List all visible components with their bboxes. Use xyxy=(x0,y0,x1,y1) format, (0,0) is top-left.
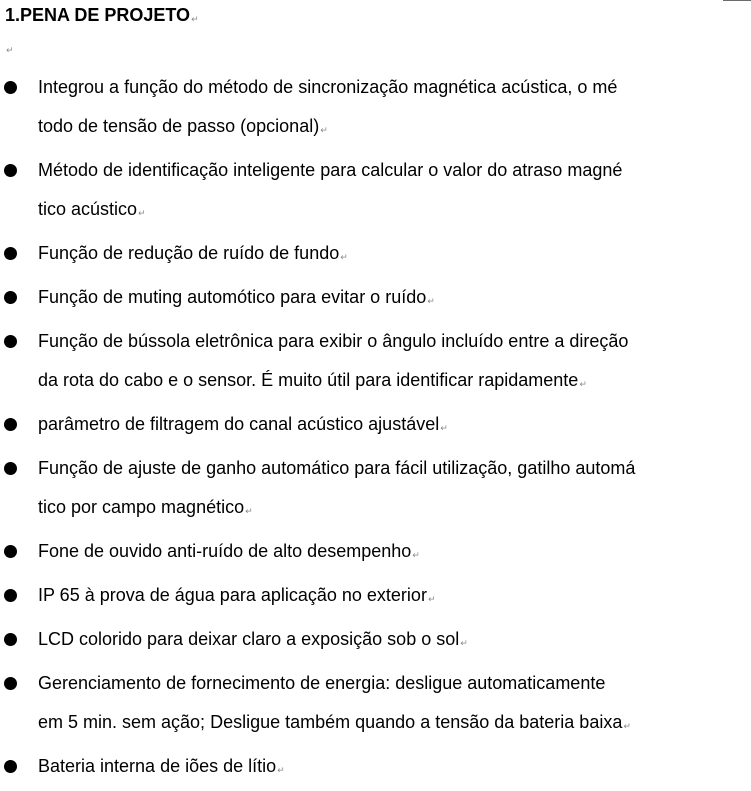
list-item-line xyxy=(38,532,711,576)
list-item-line xyxy=(38,405,711,449)
paragraph-mark-icon: ↵ xyxy=(412,551,420,561)
list-item-line xyxy=(38,664,711,703)
paragraph-mark-icon: ↵ xyxy=(427,297,435,307)
list-item xyxy=(0,68,751,151)
list-item-text: Bateria interna de iões de lítio xyxy=(38,756,277,776)
list-item-line xyxy=(38,107,711,151)
list-item-text: parâmetro de filtragem do canal acústico ajustável xyxy=(38,414,440,434)
list-item xyxy=(0,234,751,278)
list-item-text: Função de redução de ruído de fundo xyxy=(38,243,340,263)
list-item xyxy=(0,278,751,322)
list-item-line xyxy=(38,620,711,664)
list-item xyxy=(0,747,751,791)
list-item xyxy=(0,620,751,664)
list-item-line xyxy=(38,322,711,361)
paragraph-mark-icon: ↵ xyxy=(320,126,328,136)
paragraph-mark-icon: ↵ xyxy=(579,380,587,390)
heading-text: 1.PENA DE PROJETO xyxy=(5,5,191,25)
list-item-text: Integrou a função do método de sincronização magnética acústica, o mé xyxy=(38,77,618,97)
list-item-text: da rota do cabo e o sensor. É muito útil para identificar rapidamente xyxy=(38,370,579,390)
list-item-text: IP 65 à prova de água para aplicação no exterior xyxy=(38,585,427,605)
list-item-text: tico acústico xyxy=(38,199,138,219)
paragraph-mark-icon: ↵ xyxy=(340,253,348,263)
paragraph-mark-icon: ↵ xyxy=(440,424,448,434)
list-item-text: todo de tensão de passo (opcional) xyxy=(38,116,320,136)
list-item-line xyxy=(38,190,711,234)
list-item xyxy=(0,449,751,532)
list-item-line xyxy=(38,278,711,322)
bullet-icon xyxy=(4,335,17,348)
list-item-line xyxy=(38,449,711,488)
bullet-icon xyxy=(4,291,17,304)
paragraph-mark-icon: ↵ xyxy=(460,639,468,649)
empty-paragraph xyxy=(5,38,14,61)
paragraph-mark-icon: ↵ xyxy=(427,595,436,605)
section-heading xyxy=(5,4,199,31)
list-item-text: Função de muting automótico para evitar o ruído xyxy=(38,287,427,307)
list-item-text: em 5 min. sem ação; Desligue também quando a tensão da bateria baixa xyxy=(38,712,623,732)
list-item-text: Função de ajuste de ganho automático para fácil utilização, gatilho automá xyxy=(38,458,636,478)
list-item-line xyxy=(38,68,711,107)
list-item xyxy=(0,664,751,747)
list-item-text: Gerenciamento de fornecimento de energia: desligue automaticamente xyxy=(38,673,606,693)
paragraph-mark-icon: ↵ xyxy=(138,209,146,219)
paragraph-mark-icon: ↵ xyxy=(277,766,285,776)
bullet-icon xyxy=(4,418,17,431)
bullet-icon xyxy=(4,247,17,260)
bullet-icon xyxy=(4,677,17,690)
paragraph-mark-icon: ↵ xyxy=(245,507,253,517)
list-item-line xyxy=(38,151,711,190)
list-item-text: Fone de ouvido anti-ruído de alto desempenho xyxy=(38,541,412,561)
bullet-icon xyxy=(4,545,17,558)
bullet-icon xyxy=(4,633,17,646)
list-item-line xyxy=(38,703,711,747)
list-item-line xyxy=(38,747,711,791)
list-item xyxy=(0,322,751,405)
list-item xyxy=(0,576,751,620)
bullet-icon xyxy=(4,462,17,475)
list-item-text: Função de bússola eletrônica para exibir o ângulo incluído entre a direção xyxy=(38,331,629,351)
list-item-text: Método de identificação inteligente para calcular o valor do atraso magné xyxy=(38,160,623,180)
paragraph-mark-icon: ↵ xyxy=(623,722,631,732)
feature-list xyxy=(0,68,751,791)
list-item xyxy=(0,151,751,234)
list-item-line xyxy=(38,576,711,620)
list-item xyxy=(0,405,751,449)
top-rule xyxy=(723,0,751,1)
bullet-icon xyxy=(4,589,17,602)
paragraph-mark-icon: ↵ xyxy=(191,15,199,25)
list-item-line xyxy=(38,488,711,532)
paragraph-mark-icon: ↵ xyxy=(6,46,14,56)
list-item-line xyxy=(38,234,711,278)
bullet-icon xyxy=(4,760,17,773)
list-item-line xyxy=(38,361,711,405)
list-item-text: LCD colorido para deixar claro a exposição sob o sol xyxy=(38,629,460,649)
bullet-icon xyxy=(4,81,17,94)
bullet-icon xyxy=(4,164,17,177)
list-item-text: tico por campo magnético xyxy=(38,497,245,517)
list-item xyxy=(0,532,751,576)
